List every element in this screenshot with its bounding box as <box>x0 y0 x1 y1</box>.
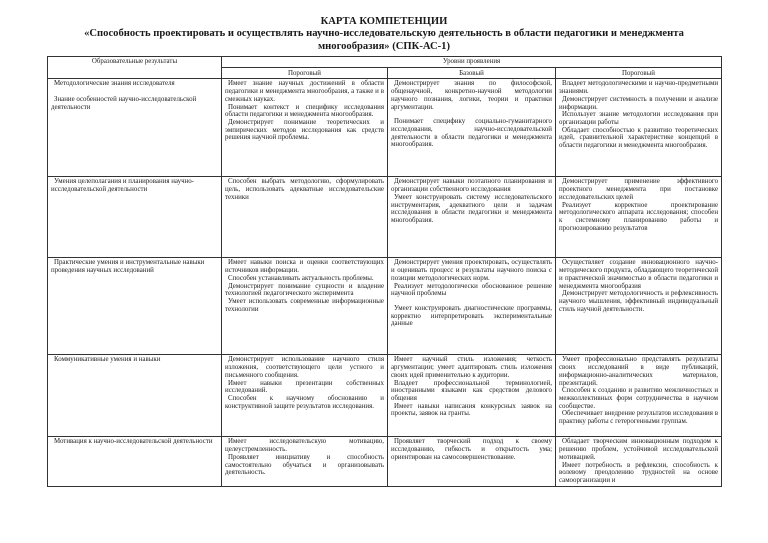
threshold-cell <box>222 437 388 486</box>
cell-paragraph: Реализует методологически обоснованное решение научной проблемы <box>391 282 552 298</box>
cell-paragraph: Владеет профессиональной терминологией, иностранными языками как средством делового общения <box>391 379 552 402</box>
cell-paragraph: Способен к научному обоснованию и конструктивной защите результатов исследования. <box>225 394 384 410</box>
cell-paragraph: Понимает специфику социально-гуманитарного исследования, научно-исследовательской деятельности в области педагогики и менеджмента многообразия. <box>391 118 552 149</box>
cell-paragraph: Демонстрирует применение эффективного проектного менеджмента при постановке исследовательских целей <box>559 178 719 201</box>
basic-cell <box>388 79 556 177</box>
cell-paragraph: Способен выбрать методологию, сформулировать цель, использовать адекватные исследовательские техники <box>225 178 384 201</box>
cell-paragraph: Проявляет инициативу и способность самостоятельно обучаться и организовывать деятельность. <box>225 453 384 477</box>
result-text: Мотивация к научно-исследовательской деятельности <box>54 438 213 446</box>
result-text-extra: Знание особенностей научно-исследовательской деятельности <box>51 96 197 111</box>
cell-paragraph: Умеет профессионально представлять результаты своих исследований в виде публикаций, информационно-аналитических материалов, презентаций. <box>559 356 719 387</box>
column-header-levels: Уровни проявления <box>222 57 722 68</box>
table-row <box>48 258 722 355</box>
advanced-cell <box>556 437 722 486</box>
cell-paragraph: Имеет потребность в рефлексии, способность к волевому преодолению трудностей на основе самоорганизации и <box>559 461 719 484</box>
document-subtitle-line2: многообразия» (СПК-АС-1) <box>317 40 451 52</box>
basic-cell <box>388 177 556 258</box>
cell-paragraph: Имеет навыки поиска и оценки соответствующих источников информации. <box>225 259 384 275</box>
basic-cell <box>388 258 556 355</box>
cell-paragraph: Осуществляет создание инновационного научно-методического продукта, обладающего теоретической и практической значимостью в области педагогики и менеджмента многообразия <box>559 259 719 290</box>
cell-paragraph: Имеет исследовательскую мотивацию, целеустремленность. <box>225 438 384 454</box>
basic-cell <box>388 355 556 437</box>
table-row <box>48 437 722 486</box>
cell-paragraph: Имеет навыки написания конкурсных заявок на проекты, заявок на гранты. <box>391 402 552 418</box>
advanced-cell <box>556 355 722 437</box>
advanced-cell <box>556 177 722 258</box>
level-header-basic: Базовый <box>388 67 556 79</box>
cell-paragraph: Обеспечивает внедрение результатов исследования в практику работы с гетерогенными группам. <box>559 410 719 426</box>
cell-paragraph: Имеет навыки презентации собственных исследований. <box>225 379 384 395</box>
threshold-cell <box>222 258 388 355</box>
result-cell <box>48 177 222 258</box>
cell-paragraph: Умеет конструировать систему исследовательского инструментария, адекватного цели и задачам исследования в области педагогики и менеджмента многообразия. <box>391 193 552 224</box>
result-cell <box>48 437 222 486</box>
document-subtitle-line1: «Способность проектировать и осуществлять научно-исследовательскую деятельность в области педагогики и менеджмента <box>84 28 684 40</box>
threshold-cell <box>222 177 388 258</box>
cell-paragraph: Демонстрирует умения проектировать, осуществлять и оценивать процесс и результаты научного поиска с позиции методологических норм. <box>391 259 552 282</box>
cell-paragraph: Демонстрирует знания по философской, общенаучной, конкретно-научной методологии научного познания, логики, теории и практики аргументации. <box>391 80 552 111</box>
cell-paragraph: Имеет научный стиль изложения; четкость аргументации; умеет адаптировать стиль изложения своих идей применительно к аудитории. <box>391 356 552 379</box>
threshold-cell <box>222 355 388 437</box>
result-text: Умения целеполагания и планирования научно-исследовательской деятельности <box>51 178 194 194</box>
cell-paragraph: Использует знание методологии исследования при организации работы <box>559 111 719 126</box>
cell-paragraph: Обладает творческим инновационным подходом к решению проблем, устойчивой исследовательской мотивацией. <box>559 438 719 461</box>
table-row <box>48 177 722 258</box>
table-row <box>48 79 722 177</box>
cell-paragraph: Демонстрирует методологичность и рефлексивность научного мышления, эффективный индивидуальный стиль научной деятельности. <box>559 290 719 313</box>
column-header-results: Образовательные результаты <box>48 57 222 79</box>
cell-paragraph: Понимает контекст и специфику исследования области педагогики и менеджмента многообразия. <box>225 103 384 119</box>
cell-paragraph: Умеет конструировать диагностические программы, корректно интерпретировать экспериментальные данные <box>391 304 552 328</box>
level-header-advanced: Пороговый <box>556 67 722 79</box>
cell-paragraph: Обладает способностью к развитию теоретических идей, сравнительной характеристике концепций в области педагогики и менеджмента многообразия. <box>559 126 719 150</box>
table-header-row <box>48 57 722 68</box>
threshold-cell <box>222 79 388 177</box>
cell-paragraph: Демонстрирует системность в получении и анализе информации. <box>559 95 719 111</box>
table-row <box>48 355 722 437</box>
result-cell <box>48 355 222 437</box>
cell-paragraph: Умеет использовать современные информационные технологии <box>225 297 384 313</box>
cell-paragraph: Имеет знание научных достижений в области педагогики и менеджмента многообразия, а также и в смежных науках. <box>225 80 384 103</box>
basic-cell <box>388 437 556 486</box>
cell-paragraph: Способен к созданию и развитию межличностных и межколлективных форм сотрудничества в научном сообществе. <box>559 387 719 410</box>
result-cell <box>48 258 222 355</box>
level-header-threshold: Пороговый <box>222 67 388 79</box>
cell-paragraph: Владеет методологическими и научно-предметными знаниями. <box>559 80 719 96</box>
cell-paragraph: Реализует корректное проектирование методологического аппарата исследования; способен к системному планированию работы и прогнозированию результатов <box>559 201 719 232</box>
cell-paragraph: Демонстрирует навыки поэтапного планирования и организации собственного исследования <box>391 178 552 194</box>
cell-paragraph: Демонстрирует использование научного стиля изложения, соответствующего цели устного и письменного сообщения. <box>225 356 384 379</box>
cell-paragraph: Проявляет творческий подход к своему исследованию, гибкость и открытость ума; ориентирован на самосовершенствование. <box>391 438 552 461</box>
result-cell <box>48 79 222 177</box>
cell-paragraph: Способен устанавливать актуальность проблемы. <box>228 274 374 282</box>
result-text: Методологические знания исследователя <box>54 80 175 88</box>
competence-table <box>47 56 722 487</box>
cell-paragraph: Демонстрирует понимание сущности и владение технологией педагогического эксперимента <box>225 282 384 298</box>
cell-paragraph: Демонстрирует понимание теоретических и эмпирических методов исследования как средств решения научной проблемы. <box>225 118 384 142</box>
document-title: КАРТА КОМПЕТЕНЦИИ <box>320 16 448 27</box>
result-text: Коммуникативные умения и навыки <box>54 356 161 364</box>
document-header <box>40 16 728 53</box>
advanced-cell <box>556 258 722 355</box>
advanced-cell <box>556 79 722 177</box>
result-text: Практические умения и инструментальные навыки проведения научных исследований <box>51 259 205 275</box>
